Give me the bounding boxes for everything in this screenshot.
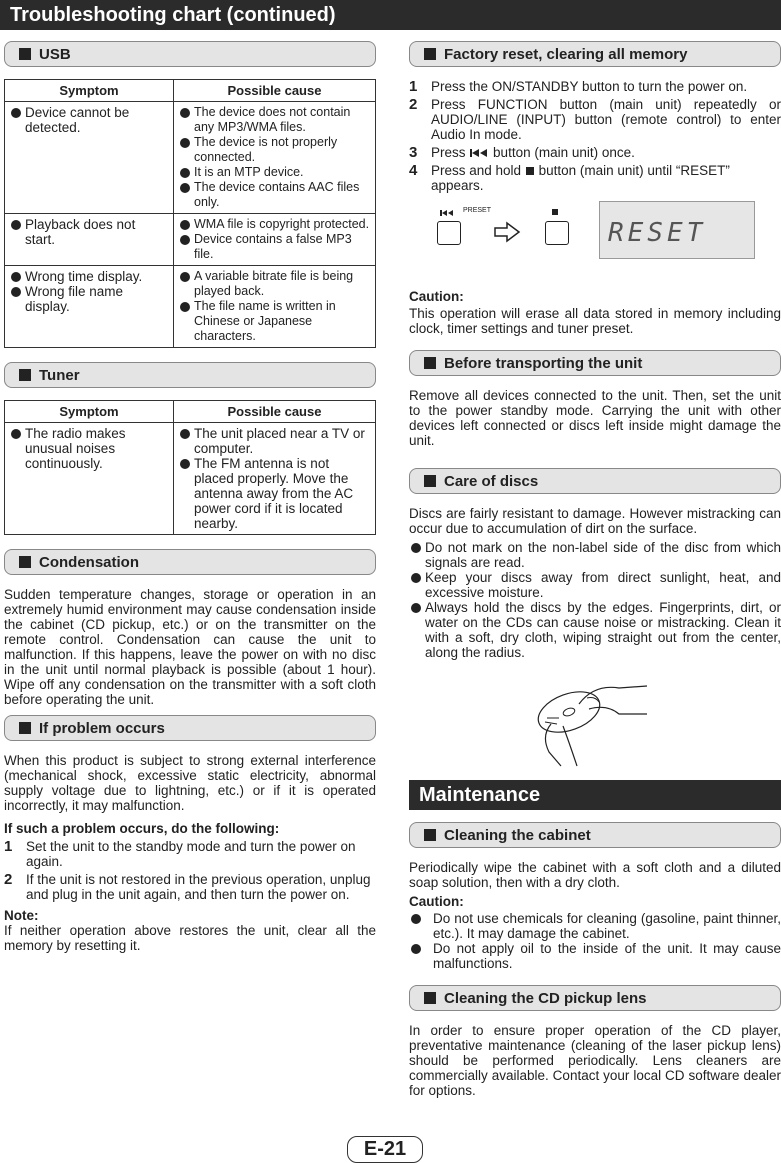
square-bullet-icon — [424, 48, 436, 60]
list-item: Do not apply oil to the inside of the unit. It may cause malfunctions. — [409, 941, 781, 971]
arrow-right-icon — [493, 221, 521, 243]
symptom: Wrong time display. — [9, 269, 169, 284]
list-item: Keep your discs away from direct sunlight, heat, and excessive moisture. — [409, 570, 781, 600]
cause: The device does not contain any MP3/WMA files. — [178, 105, 371, 135]
table-row — [5, 266, 376, 348]
cause: It is an MTP device. — [178, 165, 371, 180]
step-number: 3 — [409, 144, 418, 161]
section-title: Cleaning the cabinet — [444, 827, 591, 844]
section-factory-reset — [409, 41, 781, 67]
lens-text: In order to ensure proper operation of the CD player, preventative maintenance (cleaning of the laser pickup lens) should be performed periodically. Lens cleaners are commercially available. Contact your local CD software dealer for options. — [409, 1023, 781, 1098]
square-bullet-icon — [19, 556, 31, 568]
discs-text: Discs are fairly resistant to damage. However mistracking can occur due to accumulation of dirt on the surface. — [409, 506, 781, 536]
caution-label: Caution: — [409, 894, 464, 909]
section-title: USB — [39, 46, 71, 63]
step — [409, 145, 781, 160]
section-title: Factory reset, clearing all memory — [444, 46, 688, 63]
page-title: Troubleshooting chart (continued) — [0, 0, 781, 30]
symptom: Playback does not start. — [9, 217, 169, 247]
section-care-of-discs — [409, 468, 781, 494]
usb-table — [4, 79, 376, 348]
column-header: Symptom — [5, 401, 174, 423]
list-item: Always hold the discs by the edges. Fingerprints, dirt, or water on the CDs can cause noise or mistracking. Clean it with a soft, dry cloth, wiping straight out from the center, along the radius. — [409, 600, 781, 660]
step-text: button (main unit) until “RESET” appears. — [431, 163, 730, 193]
section-title: Care of discs — [444, 473, 539, 490]
cause: The device is not properly connected. — [178, 135, 371, 165]
section-tuner — [4, 362, 376, 388]
step-text: Press FUNCTION button (main unit) repeatedly or AUDIO/LINE (INPUT) button (remote control) to enter Audio In mode. — [431, 97, 781, 142]
section-title: Cleaning the CD pickup lens — [444, 990, 647, 1007]
step — [4, 839, 376, 869]
display-panel — [599, 201, 755, 259]
section-condensation — [4, 549, 376, 575]
disc-cleaning-illustration — [409, 666, 781, 776]
section-title: Condensation — [39, 554, 139, 571]
section-transport — [409, 350, 781, 376]
caution-label: Caution: — [409, 289, 464, 304]
square-bullet-icon — [424, 829, 436, 841]
tuner-table — [4, 400, 376, 535]
square-bullet-icon — [19, 722, 31, 734]
transport-text: Remove all devices connected to the unit. Then, set the unit to the power standby mode. Carrying the unit with other devices left connected or discs left inside might damage the unit. — [409, 388, 781, 448]
step-text: If the unit is not restored in the previous operation, unplug and plug in the unit again, and then turn the power on. — [26, 872, 371, 902]
note-text: If neither operation above restores the unit, clear all the memory by resetting it. — [4, 923, 376, 953]
step-text: Press and hold — [431, 163, 522, 178]
disc-cleaning-icon — [519, 674, 659, 769]
cause: The device contains AAC files only. — [178, 180, 371, 210]
step — [4, 872, 376, 902]
caution-text: This operation will erase all data stored in memory including clock, timer settings and tuner preset. — [409, 306, 781, 336]
step — [409, 79, 781, 94]
column-header: Possible cause — [174, 80, 376, 102]
symptom: Wrong file name display. — [9, 284, 169, 314]
condensation-text: Sudden temperature changes, storage or operation in an extremely humid environment may cause condensation inside the cabinet (CD pickup, etc.) or on the transmitter on the remote control. Condensation can cause the unit to malfunction. If this happens, leave the power on with no disc in the unit until normal playback is possible (about 1 hour). Wipe off any condensation on the transmitter with a soft cloth before operating the unit. — [4, 587, 376, 707]
cabinet-text: Periodically wipe the cabinet with a soft cloth and a diluted soap solution, then with a dry cloth. — [409, 860, 781, 890]
symptom: Device cannot be detected. — [9, 105, 169, 135]
column-header: Symptom — [5, 80, 174, 102]
section-usb — [4, 41, 376, 67]
square-bullet-icon — [19, 369, 31, 381]
cause: The file name is written in Chinese or Japanese characters. — [178, 299, 371, 344]
column-header: Possible cause — [174, 401, 376, 423]
list-item: Do not mark on the non-label side of the disc from which signals are read. — [409, 540, 781, 570]
stop-button-icon — [545, 221, 569, 245]
step — [409, 163, 781, 193]
cause: Device contains a false MP3 file. — [178, 232, 371, 262]
skip-previous-icon — [469, 148, 489, 158]
note-label: Note: — [4, 908, 39, 923]
stop-icon — [525, 166, 535, 176]
square-bullet-icon — [19, 48, 31, 60]
page-number: E-21 — [347, 1136, 423, 1163]
skip-previous-icon — [439, 209, 459, 217]
square-bullet-icon — [424, 357, 436, 369]
section-problem — [4, 715, 376, 741]
cause: A variable bitrate file is being played back. — [178, 269, 371, 299]
cause: The FM antenna is not placed properly. Move the antenna away from the AC power cord if it is located nearby. — [178, 456, 371, 531]
step-number: 1 — [409, 78, 418, 95]
stop-icon — [552, 209, 558, 215]
section-title: If problem occurs — [39, 720, 165, 737]
step-text: Set the unit to the standby mode and turn the power on again. — [26, 839, 356, 869]
step-text: Press the ON/STANDBY button to turn the power on. — [431, 79, 748, 94]
table-row — [5, 423, 376, 535]
problem-subhead: If such a problem occurs, do the following: — [4, 821, 280, 836]
section-cleaning-cabinet — [409, 822, 781, 848]
step-text: button (main unit) once. — [493, 145, 635, 160]
section-title: Before transporting the unit — [444, 355, 643, 372]
table-row — [5, 214, 376, 266]
step — [409, 97, 781, 142]
square-bullet-icon — [424, 992, 436, 1004]
preset-button-icon — [437, 221, 461, 245]
section-title: Tuner — [39, 367, 80, 384]
symptom: The radio makes unusual noises continuously. — [9, 426, 169, 471]
step-number: 2 — [409, 96, 418, 113]
step-text: Press — [431, 145, 466, 160]
left-column — [4, 41, 376, 961]
cause: WMA file is copyright protected. — [178, 217, 371, 232]
square-bullet-icon — [424, 475, 436, 487]
cause: The unit placed near a TV or computer. — [178, 426, 371, 456]
problem-text: When this product is subject to strong external interference (mechanical shock, excessive static electricity, abnormal supply voltage due to lightning, etc.) or if it is operated incorrectly, it may malfunction. — [4, 753, 376, 813]
preset-label: PRESET — [463, 207, 492, 214]
step-number: 2 — [4, 871, 13, 888]
maintenance-heading: Maintenance — [409, 780, 781, 810]
step-number: 1 — [4, 838, 13, 855]
reset-illustration — [409, 201, 781, 281]
section-cleaning-lens — [409, 985, 781, 1011]
table-row — [5, 102, 376, 214]
right-column — [409, 41, 781, 1106]
list-item: Do not use chemicals for cleaning (gasoline, paint thinner, etc.). It may damage the cabinet. — [409, 911, 781, 941]
display-text: RESET — [608, 218, 707, 248]
step-number: 4 — [409, 162, 418, 179]
